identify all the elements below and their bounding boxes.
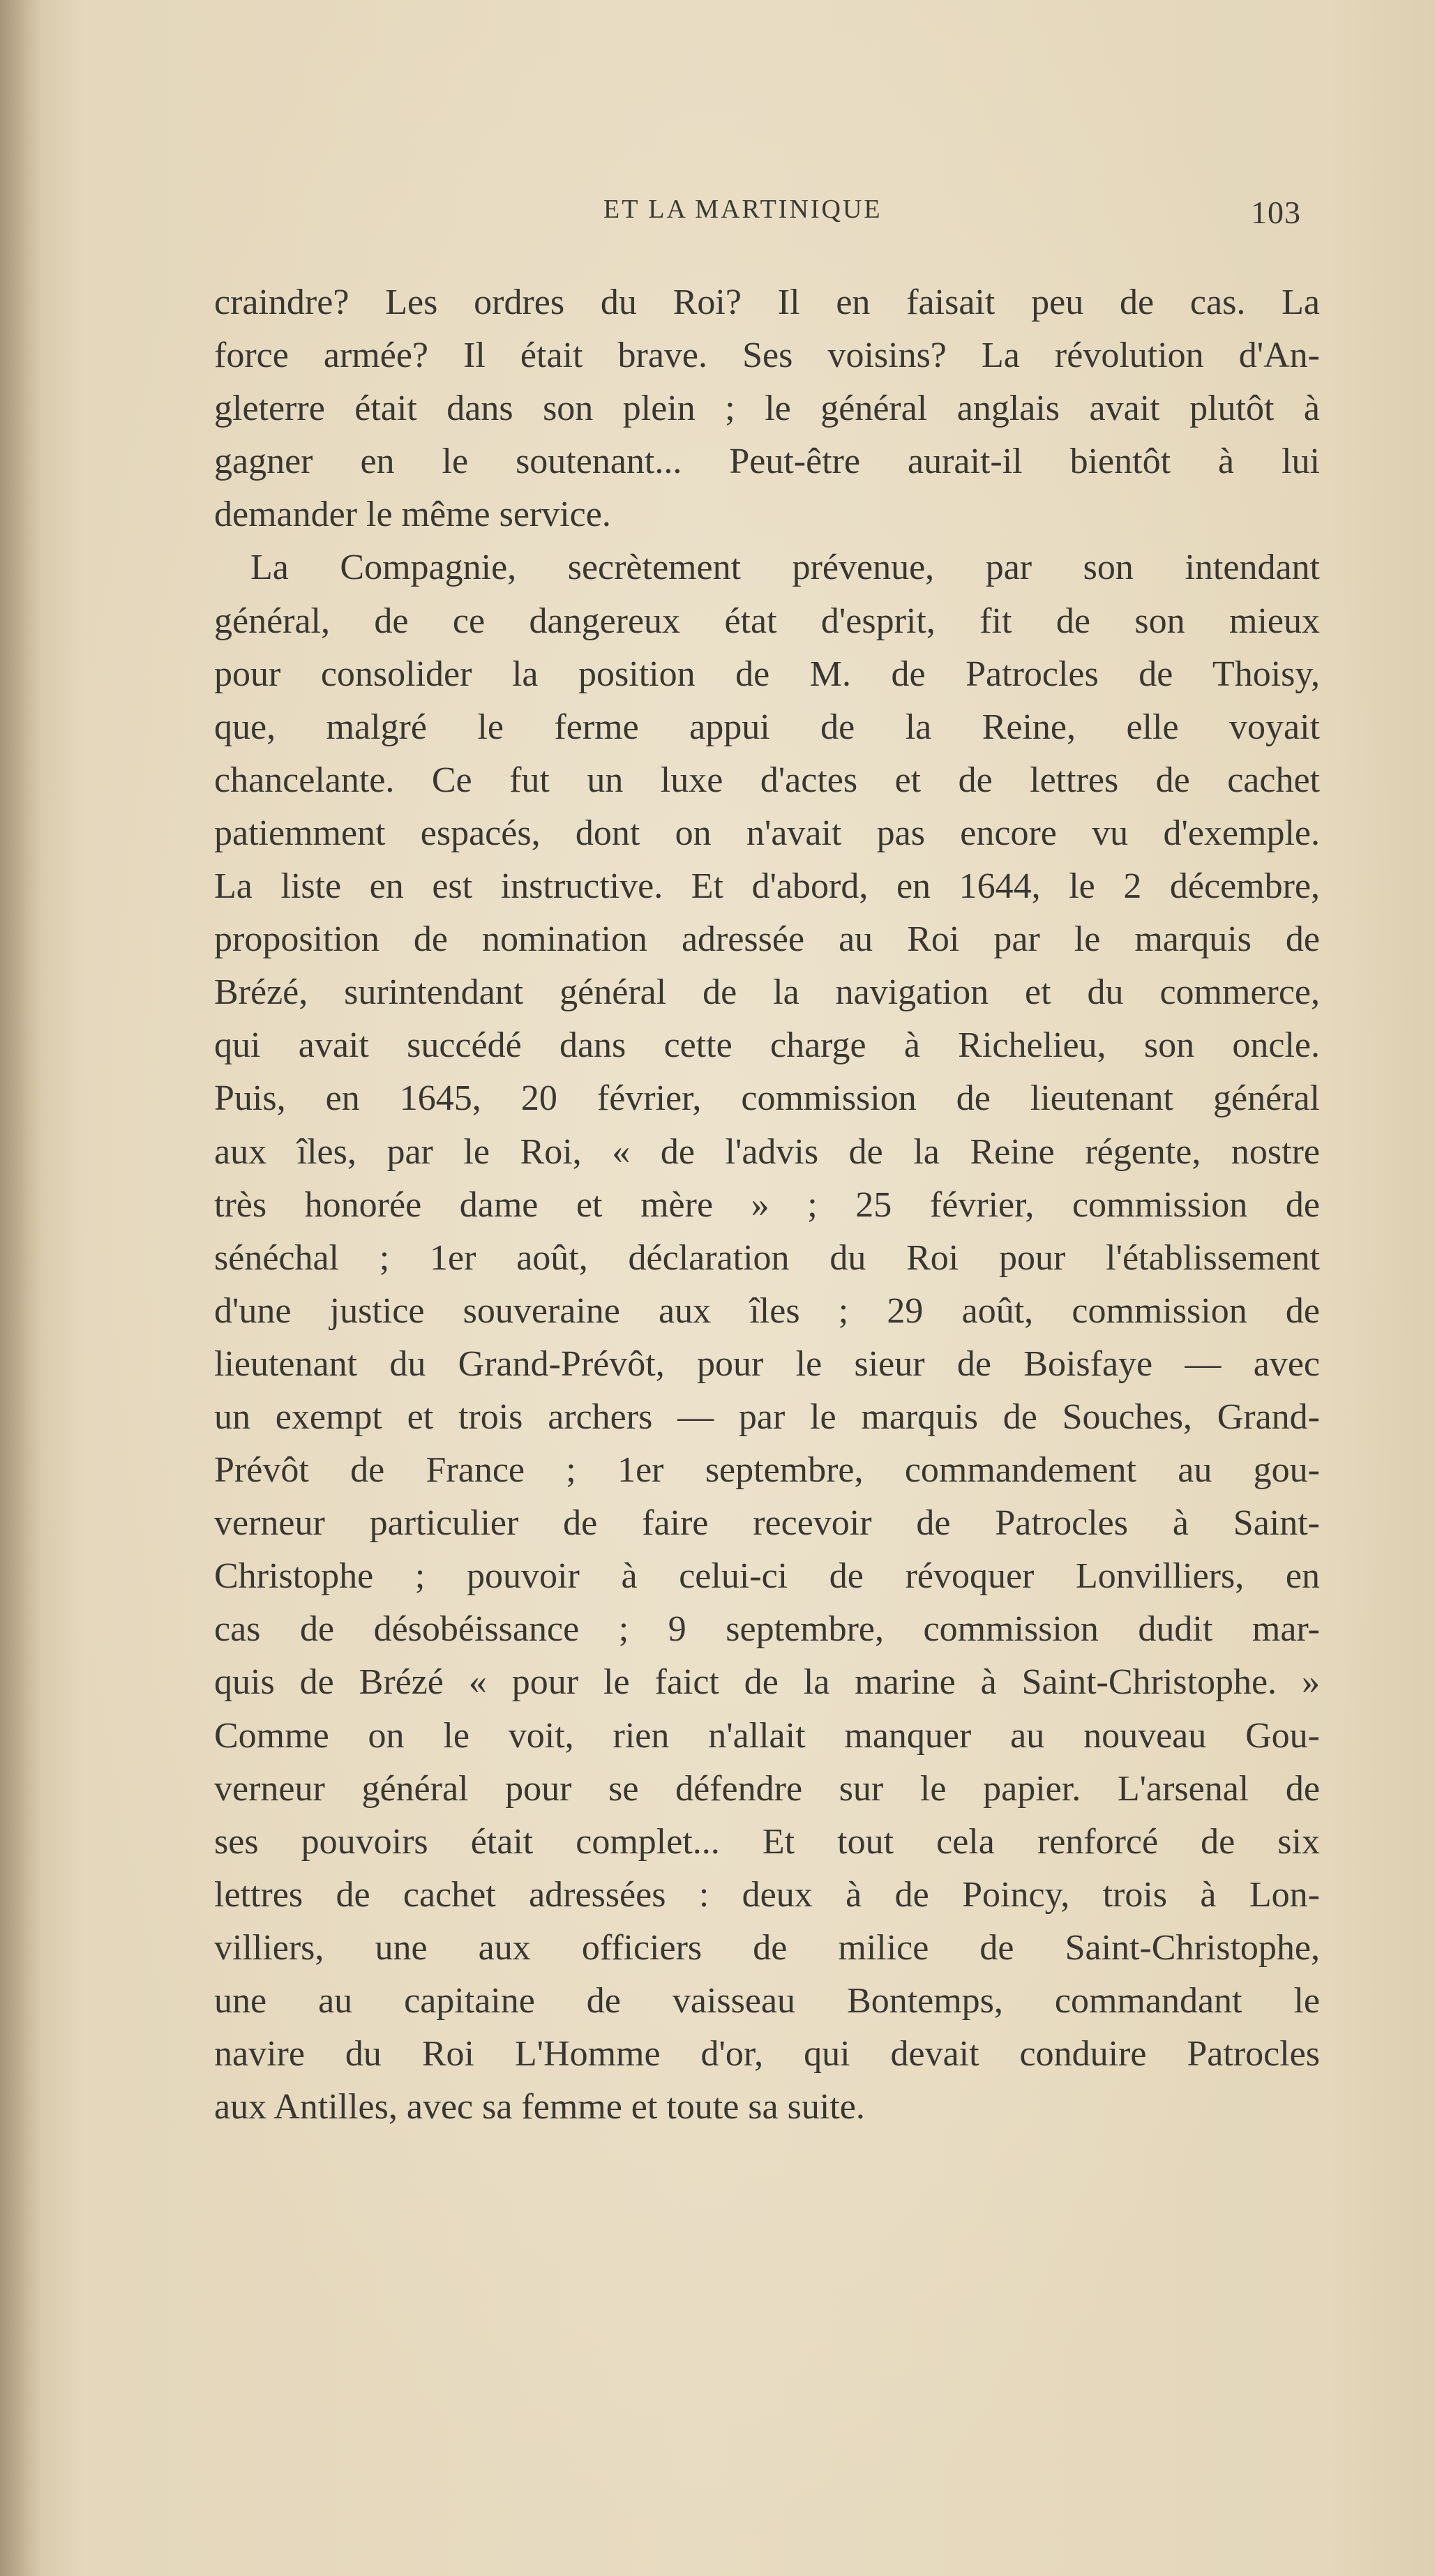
text-line: lieutenant du Grand-Prévôt, pour le sieur de Boisfaye — avec (214, 1343, 1320, 1384)
text-line: verneur général pour se défendre sur le papier. L'arsenal de (214, 1768, 1320, 1809)
text-line: force armée? Il était brave. Ses voisins? La révolution d'An- (214, 336, 1320, 376)
text-line: navire du Roi L'Homme d'or, qui devait conduire Patrocles (214, 2034, 1320, 2074)
text-line: un exempt et trois archers — par le marquis de Souches, Grand- (214, 1396, 1320, 1437)
page-number: 103 (1251, 195, 1301, 230)
text-line: très honorée dame et mère » ; 25 février, commission de (214, 1184, 1320, 1225)
text-line: pour consolider la position de M. de Patrocles de Thoisy, (214, 654, 1320, 694)
text-line: gagner en le soutenant... Peut-être aurait-il bientôt à lui (214, 442, 1320, 482)
text-line: Brézé, surintendant général de la navigation et du commerce, (214, 972, 1320, 1013)
text-line: sénéchal ; 1er août, déclaration du Roi pour l'établissement (214, 1237, 1320, 1278)
text-line: quis de Brézé « pour le faict de la marine à Saint-Christophe. » (214, 1662, 1320, 1703)
text-line: patiemment espacés, dont on n'avait pas encore vu d'exemple. (214, 813, 1320, 853)
body-text (214, 276, 1320, 2134)
text-line: craindre? Les ordres du Roi? Il en faisait peu de cas. La (214, 283, 1320, 322)
text-line: que, malgré le ferme appui de la Reine, elle voyait (214, 707, 1320, 747)
running-title: ET LA MARTINIQUE (603, 195, 882, 224)
text-line: verneur particulier de faire recevoir de Patrocles à Saint- (214, 1503, 1320, 1544)
text-line: d'une justice souveraine aux îles ; 29 août, commission de (214, 1290, 1320, 1331)
text-line: Puis, en 1645, 20 février, commission de lieutenant général (214, 1078, 1320, 1119)
text-line: aux Antilles, avec sa femme et toute sa suite. (214, 2087, 865, 2127)
text-line: aux îles, par le Roi, « de l'advis de la Reine régente, nostre (214, 1131, 1320, 1172)
text-line: Comme on le voit, rien n'allait manquer au nouveau Gou- (214, 1715, 1320, 1756)
text-line: gleterre était dans son plein ; le général anglais avait plutôt à (214, 389, 1320, 429)
text-line: qui avait succédé dans cette charge à Richelieu, son oncle. (214, 1025, 1320, 1066)
text-line: demander le même service. (214, 495, 611, 535)
text-line: La Compagnie, secrètement prévenue, par son intendant (250, 548, 1320, 588)
text-line: général, de ce dangereux état d'esprit, fit de son mieux (214, 601, 1320, 641)
text-line: Christophe ; pouvoir à celui-ci de révoquer Lonvilliers, en (214, 1556, 1320, 1597)
text-line: cas de désobéissance ; 9 septembre, commission dudit mar- (214, 1609, 1320, 1650)
text-line: La liste en est instructive. Et d'abord, en 1644, le 2 décembre, (214, 866, 1320, 907)
text-line: proposition de nomination adressée au Roi par le marquis de (214, 919, 1320, 960)
text-line: villiers, une aux officiers de milice de Saint-Christophe, (214, 1927, 1320, 1968)
text-line: chancelante. Ce fut un luxe d'actes et de lettres de cachet (214, 760, 1320, 800)
text-line: ses pouvoirs était complet... Et tout cela renforcé de six (214, 1821, 1320, 1862)
running-head (213, 194, 1301, 229)
text-line: une au capitaine de vaisseau Bontemps, commandant le (214, 1981, 1320, 2021)
text-line: Prévôt de France ; 1er septembre, commandement au gou- (214, 1450, 1320, 1491)
text-line: lettres de cachet adressées : deux à de Poincy, trois à Lon- (214, 1874, 1320, 1915)
